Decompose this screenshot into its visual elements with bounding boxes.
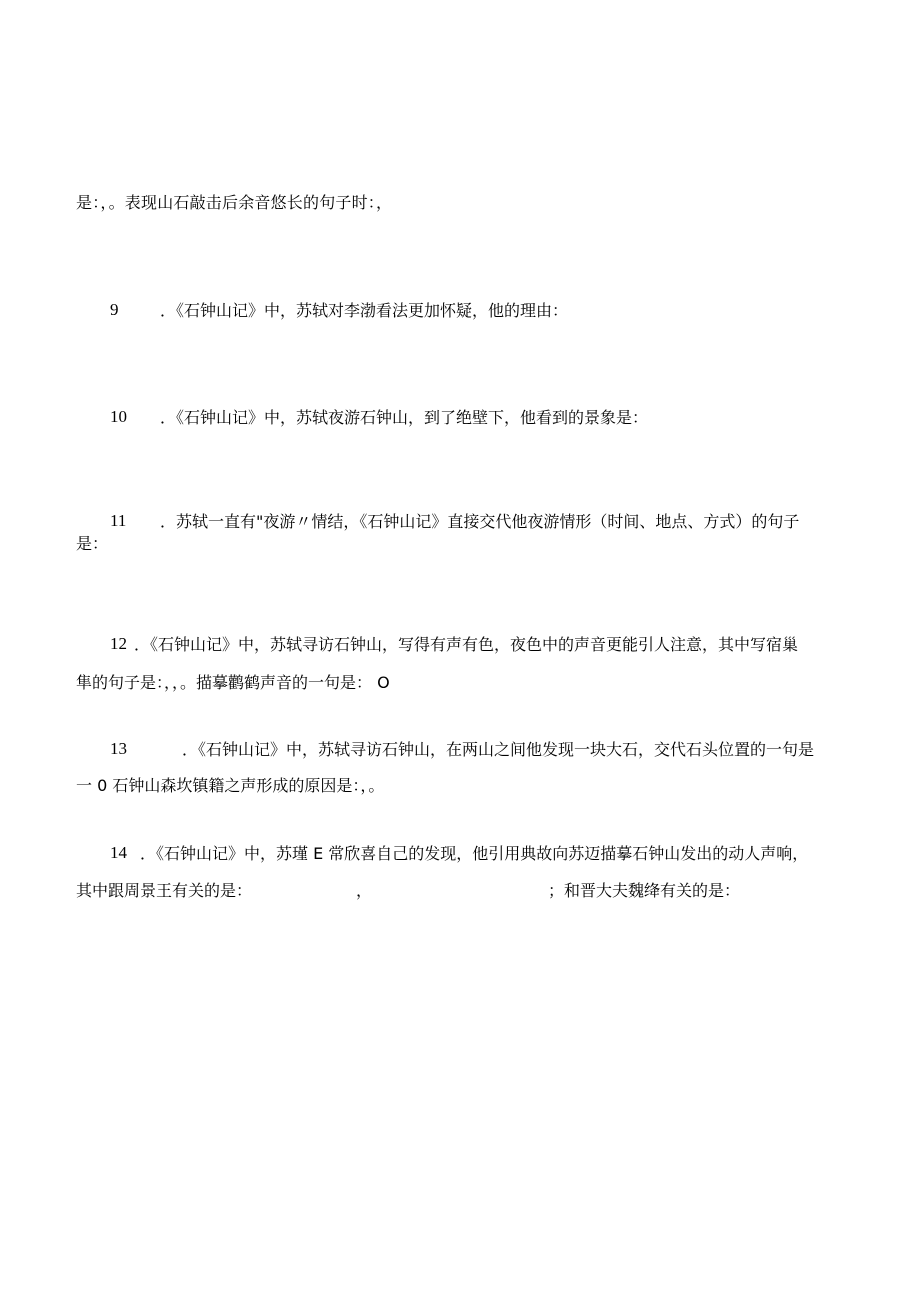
question-number: 14 — [110, 843, 127, 862]
question-text: ．苏轼一直有"夜游〃情结，《石钟山记》直接交代他夜游情形（时间、地点、方式）的句子 — [160, 512, 800, 531]
question-text-continued: 隼的句子是：，，。描摹鹳鹤声音的一句是： O — [76, 673, 390, 692]
question-text: ．《石钟山记》中，苏轼寻访石钟山，在两山之间他发现一块大石，交代石头位置的一句是 — [182, 740, 815, 759]
blank-separator-comma: ， — [356, 881, 373, 900]
question-number: 13 — [110, 739, 127, 758]
question-number: 11 — [110, 511, 127, 530]
question-text-continued: 其中跟周景王有关的是： — [76, 881, 253, 900]
question-text: ．《石钟山记》中，苏轼寻访石钟山，写得有声有色，夜色中的声音更能引人注意，其中写宿巢 — [134, 635, 799, 654]
question-text-continued: 一 0 石钟山森坎镇籍之声形成的原因是：，。 — [76, 776, 385, 795]
question-text: ．《石钟山记》中，苏轼对李渤看法更加怀疑，他的理由： — [160, 301, 569, 320]
question-number: 12 — [110, 634, 127, 653]
question-text-continued: ；和晋大夫魏绛有关的是： — [548, 881, 741, 900]
text-fragment-top: 是：，。表现山石敲击后余音悠长的句子时：， — [76, 193, 393, 212]
question-text: ．《石钟山记》中，苏瑾 E 常欣喜自己的发现，他引用典故向苏迈描摹石钟山发出的动人声响， — [140, 844, 809, 863]
question-text: ．《石钟山记》中，苏轼夜游石钟山，到了绝壁下，他看到的景象是： — [160, 408, 649, 427]
question-text-continued: 是： — [76, 534, 109, 553]
question-number: 9 — [110, 300, 119, 319]
question-number: 10 — [110, 407, 127, 426]
